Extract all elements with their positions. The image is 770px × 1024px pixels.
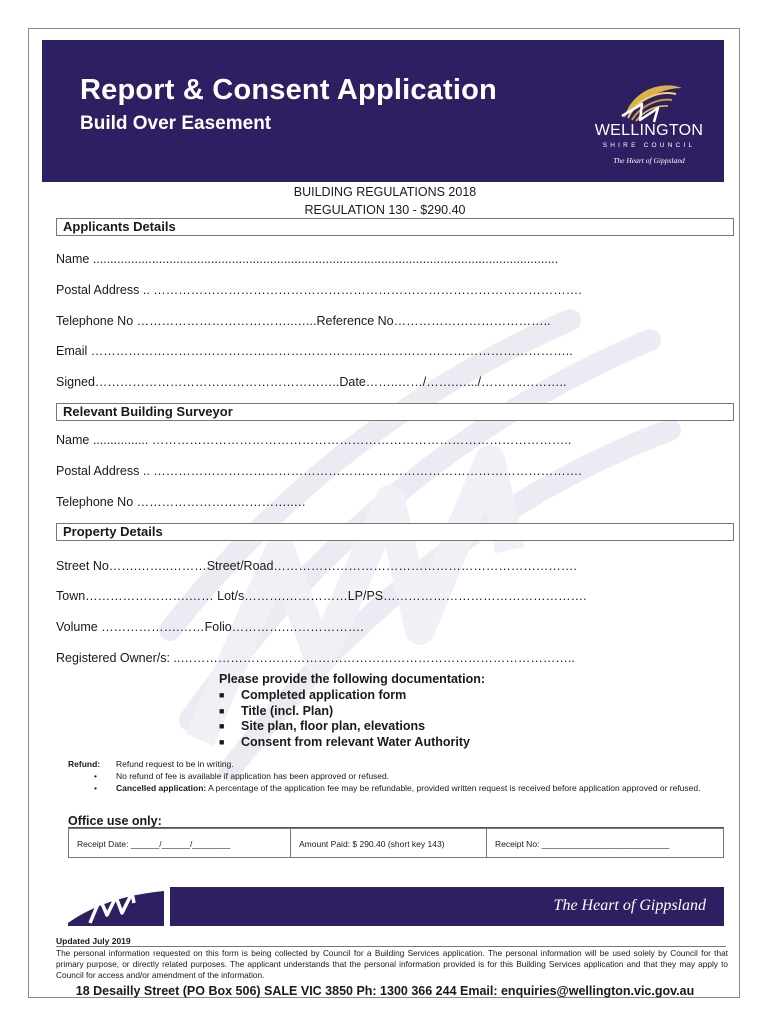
bullet-icon: ■ <box>219 706 225 716</box>
regulations-line-2: REGULATION 130 - $290.40 <box>304 203 466 217</box>
receipt-number-field[interactable]: Receipt No: ___________________________ <box>495 839 670 849</box>
surveyor-name-field[interactable]: Name ................ ……………………………………………………………………………………….. <box>56 433 572 447</box>
footer-logo-area <box>60 887 170 926</box>
updated-date: Updated July 2019 <box>56 936 131 946</box>
documentation-item: ■ Consent from relevant Water Authority <box>219 735 470 749</box>
bullet-icon: • <box>94 783 97 793</box>
documentation-item: ■ Title (incl. Plan) <box>219 704 334 718</box>
refund-item-no-refund: No refund of fee is available if application has been approved or refused. <box>116 771 390 781</box>
divider <box>56 946 726 947</box>
office-use-table <box>68 828 724 858</box>
refund-intro: Refund request to be in writing. <box>116 759 234 769</box>
applicant-telephone-reference-field[interactable]: Telephone No ………………………………..…...Reference No……………………………….. <box>56 314 551 328</box>
footer-tagline: The Heart of Gippsland <box>553 897 706 914</box>
refund-label: Refund: <box>68 759 101 769</box>
applicant-email-field[interactable]: Email …………………………………………………………………………………………………….. <box>56 344 573 358</box>
applicants-details-heading: Applicants Details <box>56 218 734 236</box>
applicant-name-field[interactable]: Name ...................................................................................................................................... <box>56 252 559 266</box>
applicant-postal-address-field[interactable]: Postal Address .. …………………………………………………………………………………………. <box>56 283 582 297</box>
office-use-heading: Office use only: <box>68 814 162 828</box>
bullet-icon: ■ <box>219 737 225 747</box>
page-subtitle: Build Over Easement <box>80 113 272 134</box>
receipt-date-field[interactable]: Receipt Date: ______/______/________ <box>69 829 291 857</box>
refund-item-cancelled: Cancelled application: A percentage of the application fee may be refundable, provided written request is received before application approved or refused. <box>116 783 701 793</box>
documentation-title: Please provide the following documentation: <box>219 672 485 686</box>
property-registered-owner-field[interactable]: Registered Owner/s: ..………………………………………………………………………………….. <box>56 651 575 665</box>
header-banner <box>42 40 724 182</box>
property-street-field[interactable]: Street No…….……..………Street/Road………………………………………………………………. <box>56 559 577 573</box>
bullet-icon: • <box>94 771 97 781</box>
logo-tagline: The Heart of Gippsland <box>613 156 685 165</box>
documentation-item: ■ Site plan, floor plan, elevations <box>219 719 426 733</box>
footer-logo-icon <box>60 887 170 926</box>
property-details-heading: Property Details <box>56 523 734 541</box>
surveyor-telephone-field[interactable]: Telephone No ………………………………..… <box>56 495 307 509</box>
privacy-statement: The personal information requested on this form is being collected by Council for a Building Services application. The personal information will be used solely by Council for that primary purpose, or directly related purposes. The applicant understands that the personal information provided is for this Building Services application and that they may apply to Council for access and/or amendment of the information. <box>56 948 728 980</box>
property-volume-folio-field[interactable]: Volume ……………….……Folio………….………………. <box>56 620 364 634</box>
property-town-lot-plan-field[interactable]: Town…………………….…… Lot/s……….……………LP/PS…………………………………………. <box>56 589 587 603</box>
applicant-signed-date-field[interactable]: Signed…………………………………………………..Date……..……/…….….../……….……….. <box>56 375 567 389</box>
documentation-item: ■ Completed application form <box>219 688 407 702</box>
relevant-building-surveyor-heading: Relevant Building Surveyor <box>56 403 734 421</box>
logo-wordmark: WELLINGTON <box>594 122 704 139</box>
bullet-icon: ■ <box>219 690 225 700</box>
surveyor-postal-address-field[interactable]: Postal Address .. …………………………………………………………………………………………. <box>56 464 582 478</box>
amount-paid-field[interactable]: Amount Paid: $ 290.40 (short key 143) <box>291 829 487 857</box>
page-title: Report & Consent Application <box>80 74 497 106</box>
regulations-line-1: BUILDING REGULATIONS 2018 <box>293 185 477 199</box>
council-contact-address: 18 Desailly Street (PO Box 506) SALE VIC 3850 Ph: 1300 366 244 Email: enquiries@wellington.vic.gov.au <box>75 984 695 998</box>
logo-council-text: SHIRE COUNCIL <box>602 142 696 149</box>
bullet-icon: ■ <box>219 721 225 731</box>
footer-banner <box>60 887 724 926</box>
